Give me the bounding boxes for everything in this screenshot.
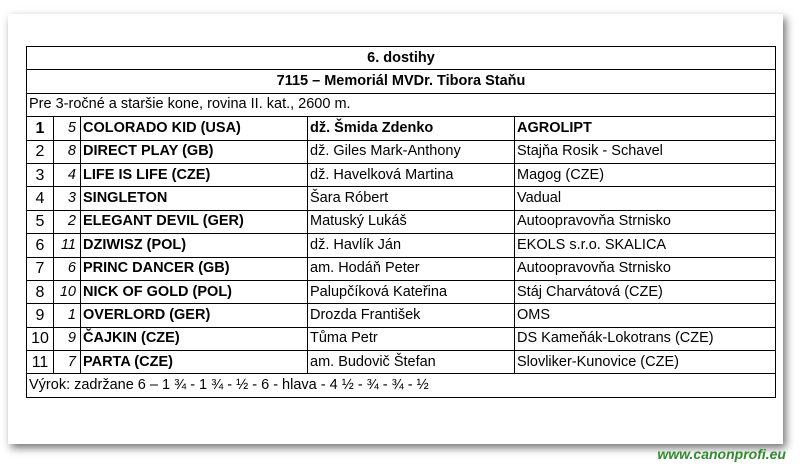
jockey-name: Tůma Petr	[308, 327, 515, 350]
jockey-name: Drozda František	[308, 304, 515, 327]
horse-name: PRINC DANCER (GB)	[81, 257, 308, 280]
owner-name: Autoopravovňa Strnisko	[515, 257, 776, 280]
horse-name: LIFE IS LIFE (CZE)	[81, 163, 308, 186]
jockey-name: am. Hodáň Peter	[308, 257, 515, 280]
owner-name: EKOLS s.r.o. SKALICA	[515, 234, 776, 257]
owner-name: Autoopravovňa Strnisko	[515, 210, 776, 233]
finish-position: 11	[27, 351, 54, 374]
result-row	[27, 210, 776, 233]
horse-name: COLORADO KID (USA)	[81, 117, 308, 140]
verdict-text: Výrok: zadržane 6 – 1 ¾ - 1 ¾ - ½ - 6 - hlava - 4 ½ - ¾ - ¾ - ½	[27, 374, 776, 397]
result-row	[27, 280, 776, 303]
owner-name: DS Kameňák-Lokotrans (CZE)	[515, 327, 776, 350]
finish-position: 4	[27, 187, 54, 210]
verdict-row	[27, 374, 776, 397]
horse-name: ČAJKIN (CZE)	[81, 327, 308, 350]
race-conditions: Pre 3-ročné a staršie kone, rovina II. kat., 2600 m.	[27, 93, 776, 116]
start-number: 1	[54, 304, 81, 327]
finish-position: 8	[27, 280, 54, 303]
watermark-text: www.canonprofi.eu	[657, 446, 786, 462]
horse-name: DIRECT PLAY (GB)	[81, 140, 308, 163]
race-conditions-row	[27, 93, 776, 116]
owner-name: Stajňa Rosik - Schavel	[515, 140, 776, 163]
jockey-name: Matuský Lukáš	[308, 210, 515, 233]
race-title: 7115 – Memoriál MVDr. Tibora Staňu	[27, 70, 776, 93]
owner-name: Stáj Charvátová (CZE)	[515, 280, 776, 303]
horse-name: SINGLETON	[81, 187, 308, 210]
finish-position: 2	[27, 140, 54, 163]
owner-name: Vadual	[515, 187, 776, 210]
start-number: 2	[54, 210, 81, 233]
race-results-table	[26, 46, 776, 398]
owner-name: AGROLIPT	[515, 117, 776, 140]
result-row	[27, 351, 776, 374]
horse-name: ELEGANT DEVIL (GER)	[81, 210, 308, 233]
owner-name: Magog (CZE)	[515, 163, 776, 186]
horse-name: OVERLORD (GER)	[81, 304, 308, 327]
owner-name: OMS	[515, 304, 776, 327]
race-title-row	[27, 70, 776, 93]
horse-name: NICK OF GOLD (POL)	[81, 280, 308, 303]
jockey-name: dž. Šmida Zdenko	[308, 117, 515, 140]
start-number: 4	[54, 163, 81, 186]
start-number: 3	[54, 187, 81, 210]
jockey-name: dž. Havlík Ján	[308, 234, 515, 257]
result-row	[27, 257, 776, 280]
finish-position: 7	[27, 257, 54, 280]
finish-position: 9	[27, 304, 54, 327]
result-row	[27, 140, 776, 163]
start-number: 7	[54, 351, 81, 374]
jockey-name: Šara Róbert	[308, 187, 515, 210]
result-row	[27, 187, 776, 210]
result-row	[27, 234, 776, 257]
horse-name: DZIWISZ (POL)	[81, 234, 308, 257]
result-row	[27, 117, 776, 140]
jockey-name: dž. Havelková Martina	[308, 163, 515, 186]
start-number: 6	[54, 257, 81, 280]
jockey-name: Palupčíková Kateřina	[308, 280, 515, 303]
jockey-name: dž. Giles Mark-Anthony	[308, 140, 515, 163]
start-number: 9	[54, 327, 81, 350]
start-number: 5	[54, 117, 81, 140]
finish-position: 5	[27, 210, 54, 233]
finish-position: 10	[27, 327, 54, 350]
finish-position: 6	[27, 234, 54, 257]
start-number: 11	[54, 234, 81, 257]
race-heading: 6. dostihy	[27, 47, 776, 70]
finish-position: 3	[27, 163, 54, 186]
start-number: 10	[54, 280, 81, 303]
start-number: 8	[54, 140, 81, 163]
horse-name: PARTA (CZE)	[81, 351, 308, 374]
result-row	[27, 327, 776, 350]
result-row	[27, 304, 776, 327]
owner-name: Slovliker-Kunovice (CZE)	[515, 351, 776, 374]
jockey-name: am. Budovič Štefan	[308, 351, 515, 374]
finish-position: 1	[27, 117, 54, 140]
race-heading-row	[27, 47, 776, 70]
result-row	[27, 163, 776, 186]
